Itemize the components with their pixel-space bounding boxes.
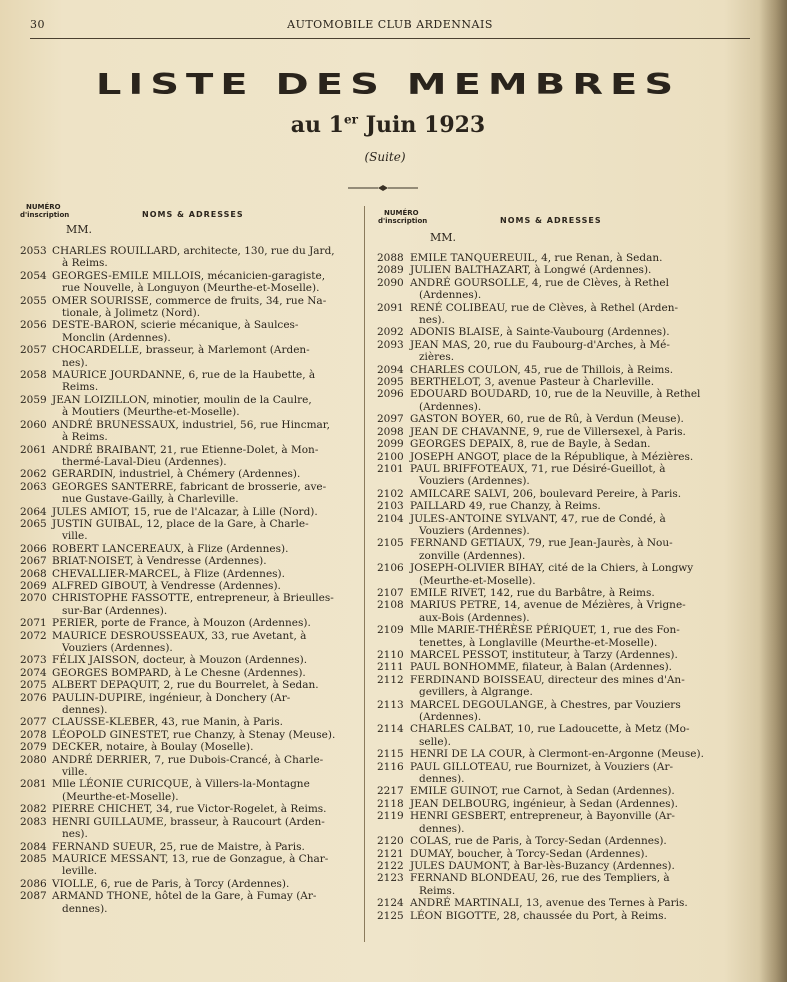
member-entry	[20, 630, 360, 655]
running-header	[30, 16, 750, 36]
member-entry	[377, 463, 753, 488]
member-text: PERIER, porte de France, à Mouzon (Ardennes).	[52, 617, 311, 630]
member-entry	[20, 245, 360, 270]
member-text-continuation: (Ardennes).	[419, 400, 482, 413]
member-number: 2121	[377, 847, 404, 860]
member-number: 2095	[377, 376, 404, 389]
member-entry	[377, 798, 753, 810]
member-text: MARIUS PETRE, 14, avenue de Mézières, à Vrigne-	[410, 599, 686, 612]
member-number: 2112	[377, 673, 404, 686]
member-text: MAURICE MESSANT, 13, rue de Gonzague, à Char-	[52, 852, 329, 865]
member-text: CLAUSSE-KLEBER, 43, rue Manin, à Paris.	[52, 716, 283, 729]
member-number: 2053	[20, 245, 47, 257]
member-number: 2091	[377, 301, 404, 314]
member-number: 2107	[377, 586, 404, 599]
member-text: JOSEPH-OLIVIER BIHAY, cité de la Chiers, à Longwy	[410, 562, 694, 575]
page-title: LISTE DES MEMBRES	[95, 68, 681, 102]
member-number: 2072	[20, 629, 47, 642]
member-text-continuation: sur-Bar (Ardennes).	[62, 604, 168, 617]
member-text: MARCEL PESSOT, instituteur, à Tarzy (Ardennes).	[410, 649, 678, 661]
member-number: 2075	[20, 679, 47, 692]
member-number: 2073	[20, 654, 47, 667]
member-entry	[377, 264, 753, 276]
member-text-continuation: rue Nouvelle, à Longuyon (Meurthe-et-Moselle).	[62, 282, 320, 295]
member-number: 2057	[20, 344, 47, 357]
member-text: EDOUARD BOUDARD, 10, rue de la Neuville, à Rethel	[410, 388, 701, 401]
suite-label: (Suite)	[364, 150, 406, 164]
member-text: HENRI GESBERT, entrepreneur, à Bayonville (Ar-	[410, 810, 675, 823]
member-number: 2066	[20, 542, 47, 555]
member-entry	[20, 543, 360, 555]
member-number: 2083	[20, 815, 47, 828]
member-text: CHARLES ROUILLARD, architecte, 130, rue du Jard,	[52, 245, 335, 257]
member-text: ADONIS BLAISE, à Sainte-Vaubourg (Ardennes).	[410, 326, 670, 339]
member-text-continuation: Reims.	[62, 381, 99, 394]
member-text-continuation: Vouziers (Ardennes).	[62, 642, 173, 654]
member-text: DUMAY, boucher, à Torcy-Sedan (Ardennes).	[410, 847, 648, 860]
right-member-list	[377, 252, 753, 922]
member-number: 2069	[20, 579, 47, 592]
member-entry	[20, 803, 360, 815]
member-text: HENRI DE LA COUR, à Clermont-en-Argonne (Meuse).	[410, 748, 704, 761]
member-number: 2125	[377, 909, 404, 922]
member-text: ANDRÉ BRAIBANT, 21, rue Etienne-Dolet, à Mon-	[52, 443, 319, 456]
member-entry	[377, 748, 753, 760]
member-text: PAUL BRIFFOTEAUX, 71, rue Désiré-Gueillot, à	[410, 462, 666, 475]
member-number: 2080	[20, 753, 47, 766]
member-number: 2116	[377, 760, 404, 773]
member-text: ANDRÉ GOURSOLLE, 4, rue de Clèves, à Rethel	[410, 276, 669, 289]
column-divider	[364, 206, 365, 942]
member-text: ANDRÉ BRUNESSAUX, industriel, 56, rue Hincmar,	[52, 418, 330, 431]
member-entry	[20, 518, 360, 543]
member-entry	[20, 667, 360, 679]
member-text: EMILE GUINOT, rue Carnot, à Sedan (Ardennes).	[410, 785, 675, 798]
member-entry	[377, 438, 753, 450]
member-number: 2098	[377, 425, 404, 438]
member-text: ANDRÉ DERRIER, 7, rue Dubois-Crancé, à Charle-	[52, 753, 324, 766]
member-text: OMER SOURISSE, commerce de fruits, 34, rue Na-	[52, 294, 327, 307]
member-number: 2123	[377, 872, 404, 885]
member-number: 2085	[20, 852, 47, 865]
member-entry	[20, 394, 360, 419]
member-text: MAURICE JOURDANNE, 6, rue de la Haubette, à	[52, 369, 316, 382]
ornament-divider	[348, 184, 418, 192]
member-text-continuation: nes).	[62, 356, 88, 369]
member-number: 2070	[20, 592, 47, 605]
member-entry	[377, 872, 753, 897]
left-col-head-number	[20, 203, 69, 219]
member-text-continuation: ville.	[62, 530, 88, 543]
member-number: 2078	[20, 728, 47, 741]
member-text: COLAS, rue de Paris, à Torcy-Sedan (Ardennes).	[410, 835, 667, 848]
member-entry	[377, 302, 753, 327]
member-text-continuation: ville.	[62, 766, 88, 779]
member-entry	[377, 562, 753, 587]
member-text: JEAN MAS, 20, rue du Faubourg-d'Arches, à Mé-	[410, 338, 670, 351]
member-text-continuation: Reims.	[419, 884, 456, 897]
member-entry	[20, 816, 360, 841]
member-number: 2124	[377, 897, 404, 910]
member-text: CHOCARDELLE, brasseur, à Marlemont (Arden-	[52, 344, 310, 357]
member-text-continuation: (Ardennes).	[419, 289, 482, 302]
member-entry	[20, 890, 360, 915]
member-text-continuation: à Reims.	[62, 431, 108, 444]
member-text-continuation: zonville (Ardennes).	[419, 549, 526, 562]
member-entry	[377, 413, 753, 425]
member-number: 2076	[20, 691, 47, 704]
member-entry	[377, 277, 753, 302]
member-text: JULES-ANTOINE SYLVANT, 47, rue de Condé, à	[410, 512, 666, 525]
member-entry	[377, 339, 753, 364]
member-entry	[377, 388, 753, 413]
member-entry	[20, 741, 360, 753]
left-col-head-number-line1: NUMÉRO	[26, 203, 61, 211]
member-text: GEORGES-EMILE MILLOIS, mécanicien-garagiste,	[52, 269, 326, 282]
member-text: JUSTIN GUIBAL, 12, place de la Gare, à Charle-	[52, 517, 309, 530]
member-number: 2079	[20, 741, 47, 754]
member-entry	[20, 692, 360, 717]
member-text: ANDRÉ MARTINALI, 13, avenue des Ternes à Paris.	[410, 897, 688, 910]
member-entry	[20, 754, 360, 779]
member-text: AMILCARE SALVI, 206, boulevard Pereire, à Paris.	[410, 487, 682, 500]
left-col-head-names: NOMS & ADRESSES	[142, 210, 244, 219]
member-number: 2061	[20, 443, 47, 456]
member-entry	[377, 761, 753, 786]
member-number: 2063	[20, 480, 47, 493]
member-number: 2119	[377, 810, 404, 823]
member-entry	[377, 364, 753, 376]
member-entry	[377, 860, 753, 872]
member-number: 2074	[20, 666, 47, 679]
subtitle-suffix: Juin 1923	[357, 112, 486, 138]
member-number: 2089	[377, 264, 404, 277]
member-entry	[20, 481, 360, 506]
member-entry	[20, 270, 360, 295]
member-text: FERNAND SUEUR, 25, rue de Maistre, à Paris.	[52, 840, 305, 853]
member-entry	[377, 810, 753, 835]
member-entry	[20, 878, 360, 890]
member-entry	[20, 369, 360, 394]
member-number: 2077	[20, 716, 47, 729]
member-entry	[377, 897, 753, 909]
member-number: 2088	[377, 252, 404, 264]
subtitle-prefix: au 1	[290, 112, 344, 138]
member-text: JULES AMIOT, 15, rue de l'Alcazar, à Lille (Nord).	[52, 505, 318, 518]
member-text-continuation: nue Gustave-Gailly, à Charleville.	[62, 493, 239, 506]
member-entry	[20, 419, 360, 444]
member-entry	[20, 716, 360, 728]
page-subtitle	[18, 112, 758, 138]
left-col-head-number-line2: d'inscription	[20, 211, 70, 219]
member-number: 2064	[20, 505, 47, 518]
member-number: 2111	[377, 661, 404, 674]
member-text: JULES DAUMONT, à Bar-lès-Buzancy (Ardennes).	[410, 859, 675, 872]
member-entry	[20, 841, 360, 853]
member-number: 2060	[20, 418, 47, 431]
member-text: ROBERT LANCEREAUX, à Flize (Ardennes).	[52, 542, 289, 555]
member-text-continuation: à Reims.	[62, 257, 108, 270]
member-text: ALFRED GIBOUT, à Vendresse (Ardennes).	[52, 579, 281, 592]
member-text: PAULIN-DUPIRE, ingénieur, à Donchery (Ar-	[52, 691, 291, 704]
member-text: ARMAND THONE, hôtel de la Gare, à Fumay (Ar-	[52, 890, 317, 903]
member-text: JEAN DE CHAVANNE, 9, rue de Villersexel, à Paris.	[410, 425, 686, 438]
member-entry	[20, 592, 360, 617]
member-text: CHARLES CALBAT, 10, rue Ladoucette, à Metz (Mo-	[410, 723, 690, 736]
member-number: 2056	[20, 319, 47, 332]
member-number: 2104	[377, 512, 404, 525]
member-entry	[377, 723, 753, 748]
member-text: FÉLIX JAISSON, docteur, à Mouzon (Ardennes).	[52, 654, 308, 667]
member-text-continuation: gevillers, à Algrange.	[419, 686, 533, 699]
header-rule	[30, 38, 750, 39]
member-number: 2114	[377, 723, 404, 736]
left-mm-label: MM.	[66, 223, 93, 236]
member-entry	[377, 910, 753, 922]
member-entry	[377, 649, 753, 661]
member-entry	[377, 587, 753, 599]
member-text: BERTHELOT, 3, avenue Pasteur à Charleville.	[410, 376, 655, 389]
member-text-continuation: leville.	[62, 865, 98, 878]
member-entry	[20, 468, 360, 480]
member-text-continuation: dennes).	[62, 704, 108, 717]
member-number: 2110	[377, 649, 404, 661]
member-entry	[377, 661, 753, 673]
member-number: 2097	[377, 413, 404, 426]
member-text: ALBERT DEPAQUIT, 2, rue du Bourrelet, à Sedan.	[52, 679, 319, 692]
member-text: MARCEL DEGOULANGE, à Chestres, par Vouziers	[410, 698, 681, 711]
member-text-continuation: (Ardennes).	[419, 711, 482, 724]
member-text: DECKER, notaire, à Boulay (Moselle).	[52, 741, 254, 754]
member-text: GEORGES SANTERRE, fabricant de brosserie, ave-	[52, 480, 327, 493]
member-text: JOSEPH ANGOT, place de la République, à Mézières.	[410, 450, 694, 463]
member-entry	[377, 785, 753, 797]
member-number: 2094	[377, 363, 404, 376]
member-text-continuation: selle).	[419, 735, 451, 748]
member-text: GERARDIN, industriel, à Chémery (Ardennes).	[52, 468, 301, 481]
member-entry	[377, 451, 753, 463]
member-text-continuation: thermé-Laval-Dieu (Ardennes).	[62, 455, 227, 468]
page-number: 30	[30, 18, 45, 31]
member-number: 2096	[377, 388, 404, 401]
member-entry	[377, 252, 753, 264]
member-number: 2055	[20, 294, 47, 307]
subtitle-sup: er	[343, 112, 358, 127]
member-entry	[20, 580, 360, 592]
member-entry	[377, 376, 753, 388]
member-text: LÉOPOLD GINESTET, rue Chanzy, à Stenay (Meuse).	[52, 728, 336, 741]
member-entry	[377, 674, 753, 699]
member-number: 2065	[20, 517, 47, 530]
member-text: JEAN DELBOURG, ingénieur, à Sedan (Ardennes).	[410, 797, 678, 810]
member-text: RENÉ COLIBEAU, rue de Clèves, à Rethel (Arden-	[410, 301, 679, 314]
right-mm-label: MM.	[430, 231, 457, 244]
member-number: 2118	[377, 797, 404, 810]
member-text: CHEVALLIER-MARCEL, à Flize (Ardennes).	[52, 567, 285, 580]
member-text-continuation: Vouziers (Ardennes).	[419, 475, 530, 488]
right-col-head-number-line2: d'inscription	[378, 217, 428, 225]
member-entry	[377, 426, 753, 438]
member-number: 2101	[377, 462, 404, 475]
member-number: 2102	[377, 487, 404, 500]
right-col-head-number	[378, 209, 427, 225]
member-text: GASTON BOYER, 60, rue de Rû, à Verdun (Meuse).	[410, 413, 684, 426]
member-number: 2120	[377, 835, 404, 848]
member-text-continuation: aux-Bois (Ardennes).	[419, 611, 530, 624]
member-entry	[20, 506, 360, 518]
member-number: 2103	[377, 500, 404, 513]
member-number: 2067	[20, 555, 47, 568]
member-text: EMILE TANQUEREUIL, 4, rue Renan, à Sedan.	[410, 252, 663, 264]
member-entry	[20, 444, 360, 469]
member-text: LÉON BIGOTTE, 28, chaussée du Port, à Reims.	[410, 909, 667, 922]
member-text: CHARLES COULON, 45, rue de Thillois, à Reims.	[410, 363, 674, 376]
member-text: FERNAND BLONDEAU, 26, rue des Templiers, à	[410, 872, 670, 885]
member-text-continuation: à Moutiers (Meurthe-et-Moselle).	[62, 406, 240, 419]
member-number: 2113	[377, 698, 404, 711]
member-text-continuation: zières.	[419, 351, 455, 364]
member-text: HENRI GUILLAUME, brasseur, à Raucourt (Arden-	[52, 815, 325, 828]
member-text: GEORGES BOMPARD, à Le Chesne (Ardennes).	[52, 666, 306, 679]
member-text-continuation: nes).	[62, 828, 88, 841]
member-number: 2115	[377, 748, 404, 761]
member-number: 2109	[377, 624, 404, 637]
member-text-continuation: Monclin (Ardennes).	[62, 331, 171, 344]
member-entry	[20, 319, 360, 344]
member-entry	[20, 568, 360, 580]
member-entry	[377, 599, 753, 624]
member-entry	[20, 729, 360, 741]
member-text: VIOLLE, 6, rue de Paris, à Torcy (Ardennes).	[52, 877, 290, 890]
member-text: PAILLARD 49, rue Chanzy, à Reims.	[410, 500, 601, 513]
right-col-head-number-line1: NUMÉRO	[384, 209, 419, 217]
member-entry	[377, 835, 753, 847]
member-text-continuation: tionale, à Jolimetz (Nord).	[62, 307, 201, 320]
member-entry	[20, 344, 360, 369]
member-number: 2058	[20, 369, 47, 382]
member-text: Mlle LÉONIE CURICQUE, à Villers-la-Montagne	[52, 778, 310, 791]
member-text: JEAN LOIZILLON, minotier, moulin de la Caulre,	[52, 393, 312, 406]
member-text: MAURICE DESROUSSEAUX, 33, rue Avetant, à	[52, 629, 307, 642]
member-text: EMILE RIVET, 142, rue du Barbâtre, à Reims.	[410, 586, 655, 599]
member-text: PAUL BONHOMME, filateur, à Balan (Ardennes).	[410, 661, 673, 674]
member-number: 2217	[377, 785, 404, 798]
member-entry	[377, 326, 753, 338]
member-text-continuation: Vouziers (Ardennes).	[419, 524, 530, 537]
left-member-list	[20, 245, 360, 915]
member-text-continuation: tenettes, à Longlaville (Meurthe-et-Moselle).	[419, 636, 658, 649]
member-number: 2081	[20, 778, 47, 791]
member-entry	[20, 295, 360, 320]
member-number: 2105	[377, 537, 404, 550]
member-number: 2090	[377, 276, 404, 289]
member-text-continuation: (Meurthe-et-Moselle).	[62, 790, 179, 803]
member-text: Mlle MARIE-THÉRÈSE PÉRIQUET, 1, rue des Fon-	[410, 624, 680, 637]
member-number: 2093	[377, 338, 404, 351]
member-text: GEORGES DEPAIX, 8, rue de Bayle, à Sedan.	[410, 438, 651, 451]
member-number: 2092	[377, 326, 404, 339]
running-title: AUTOMOBILE CLUB ARDENNAIS	[287, 18, 493, 31]
member-text: FERNAND GETIAUX, 79, rue Jean-Jaurès, à Nou-	[410, 537, 673, 550]
member-number: 2086	[20, 877, 47, 890]
member-entry	[20, 654, 360, 666]
member-entry	[20, 853, 360, 878]
right-col-head-names: NOMS & ADRESSES	[500, 216, 602, 225]
member-entry	[377, 488, 753, 500]
member-text: DESTE-BARON, scierie mécanique, à Saulces-	[52, 319, 299, 332]
member-entry	[20, 778, 360, 803]
member-entry	[377, 699, 753, 724]
member-number: 2099	[377, 438, 404, 451]
member-number: 2071	[20, 617, 47, 630]
member-number: 2106	[377, 562, 404, 575]
member-number: 2082	[20, 803, 47, 816]
member-text: FERDINAND BOISSEAU, directeur des mines d'An-	[410, 673, 685, 686]
member-text-continuation: (Meurthe-et-Moselle).	[419, 574, 536, 587]
member-number: 2059	[20, 393, 47, 406]
member-entry	[377, 624, 753, 649]
member-entry	[377, 513, 753, 538]
member-entry	[377, 848, 753, 860]
member-text-continuation: dennes).	[62, 902, 108, 915]
member-number: 2068	[20, 567, 47, 580]
member-text-continuation: dennes).	[419, 773, 465, 786]
member-number: 2100	[377, 450, 404, 463]
member-number: 2087	[20, 890, 47, 903]
member-entry	[20, 555, 360, 567]
member-entry	[377, 500, 753, 512]
member-entry	[20, 617, 360, 629]
member-text: BRIAT-NOISET, à Vendresse (Ardennes).	[52, 555, 267, 568]
member-number: 2108	[377, 599, 404, 612]
member-entry	[20, 679, 360, 691]
member-number: 2122	[377, 859, 404, 872]
member-text-continuation: nes).	[419, 314, 445, 327]
member-number: 2084	[20, 840, 47, 853]
member-entry	[377, 537, 753, 562]
member-text-continuation: dennes).	[419, 822, 465, 835]
member-number: 2054	[20, 269, 47, 282]
page-spine-shadow	[759, 0, 787, 982]
member-text: PAUL GILLOTEAU, rue Bournizet, à Vouziers (Ar-	[410, 760, 674, 773]
member-text: PIERRE CHICHET, 34, rue Victor-Rogelet, à Reims.	[52, 803, 327, 816]
member-text: JULIEN BALTHAZART, à Longwé (Ardennes).	[410, 264, 652, 277]
member-text: CHRISTOPHE FASSOTTE, entrepreneur, à Brieulles-	[52, 592, 334, 605]
member-number: 2062	[20, 468, 47, 481]
